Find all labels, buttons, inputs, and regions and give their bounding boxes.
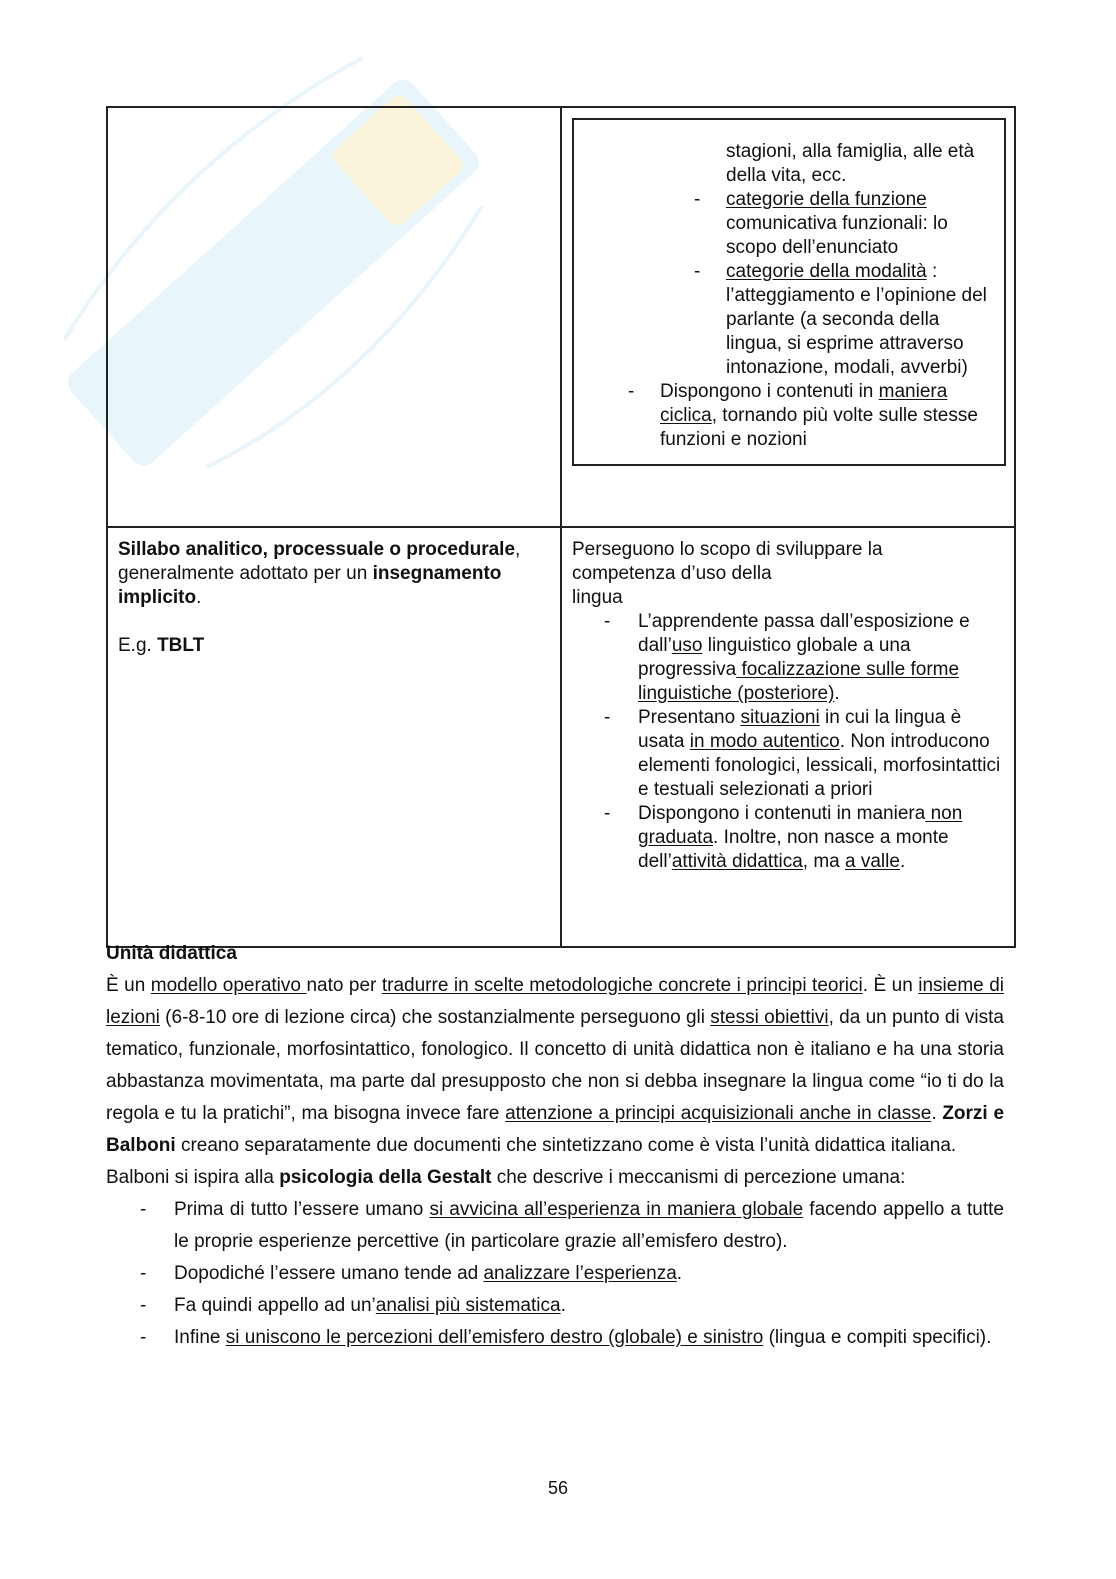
table-cell-empty [107, 107, 561, 527]
list [106, 1194, 1004, 1354]
example-line: E.g. TBLT [118, 635, 205, 656]
list-item: - Dispongono i contenuti in maniera ciclica, tornando più volte sulle stesse funzioni e nozioni [584, 380, 994, 452]
list-item: - categorie della funzione comunicativa funzionali: lo scopo dell’enunciato [584, 188, 994, 260]
table-row [107, 107, 1015, 527]
table-cell [107, 527, 561, 947]
list-item: - Presentano situazioni in cui la lingua è usata in modo autentico. Non introducono elementi fonologici, lessicali, morfosintattici e testuali selezionati a priori [572, 706, 1004, 802]
syllabus-title: Sillabo analitico, processuale o procedurale, generalmente adottato per un insegnamento implicito. [118, 539, 521, 608]
syllabus-table [106, 106, 1016, 948]
sub-list [584, 188, 994, 380]
list-item: - Dopodiché l’essere umano tende ad analizzare l’esperienza. [106, 1258, 1004, 1290]
unita-didattica-section [106, 938, 1004, 1354]
page-number: 56 [547, 1478, 569, 1498]
paragraph: È un modello operativo nato per tradurre in scelte metodologiche concrete i principi teorici. È un insieme di lezioni (6-8-10 ore di lezione circa) che sostanzialmente perseguono gli stessi obiettivi, da un punto di vista tematico, funzionale, morfosintattico, fonologico. Il concetto di unità didattica non è italiano e ha una storia abbastanza movimentata, ma parte dal presupposto che non si debba insegnare la lingua come “io ti do la regola e tu la pratichi”, ma bisogna invece fare attenzione a principi acquisizionali anche in classe. Zorzi e Balboni creano separatamente due documenti che sintetizzano come è vista l’unità didattica italiana. [106, 975, 1005, 1156]
continuation-text: stagioni, alla famiglia, alle età della vita, ecc. [726, 141, 975, 186]
list-item: - L’apprendente passa dall’esposizione e dall’uso linguistico globale a una progressiva focalizzazione sulle forme linguistiche (posteriore). [572, 610, 1004, 706]
list-item: - Prima di tutto l’essere umano si avvicina all’esperienza in maniera globale facendo appello a tutte le proprie esperienze percettive (in particolare grazie all’emisfero destro). [106, 1194, 1004, 1258]
nested-box [572, 118, 1006, 466]
list-item: - categorie della modalità : l’atteggiamento e l’opinione del parlante (a seconda della lingua, si esprime attraverso intonazione, modali, avverbi) [584, 260, 994, 380]
section-heading: Unità didattica [106, 943, 237, 964]
table-cell: Perseguono lo scopo di sviluppare la competenza d’uso della lingua - L’apprendente passa dall’esposizione e dall’uso linguistico globale a una progressiva focalizzazione sulle forme linguistiche (posteriore). - Presentano situazioni in cui la lingua è usata in modo autentico. Non introducono elementi fonologici, lessicali, morfosintattici e testuali selezionati a priori - Dispongono i contenuti in maniera non graduata. Inoltre, non nasce a monte dell’attività didattica, ma a valle. [561, 527, 1015, 947]
list-item: - Dispongono i contenuti in maniera non graduata. Inoltre, non nasce a monte dell’attività didattica, ma a valle. [572, 802, 1004, 874]
list [572, 610, 1004, 874]
table-cell [561, 107, 1015, 527]
paragraph: Balboni si ispira alla psicologia della Gestalt che descrive i meccanismi di percezione umana: [106, 1167, 906, 1188]
list-item: - Infine si uniscono le percezioni dell’emisfero destro (globale) e sinistro (lingua e compiti specifici). [106, 1322, 1004, 1354]
table-row [107, 527, 1015, 947]
list [584, 380, 994, 452]
list-item: - Fa quindi appello ad un’analisi più sistematica. [106, 1290, 1004, 1322]
